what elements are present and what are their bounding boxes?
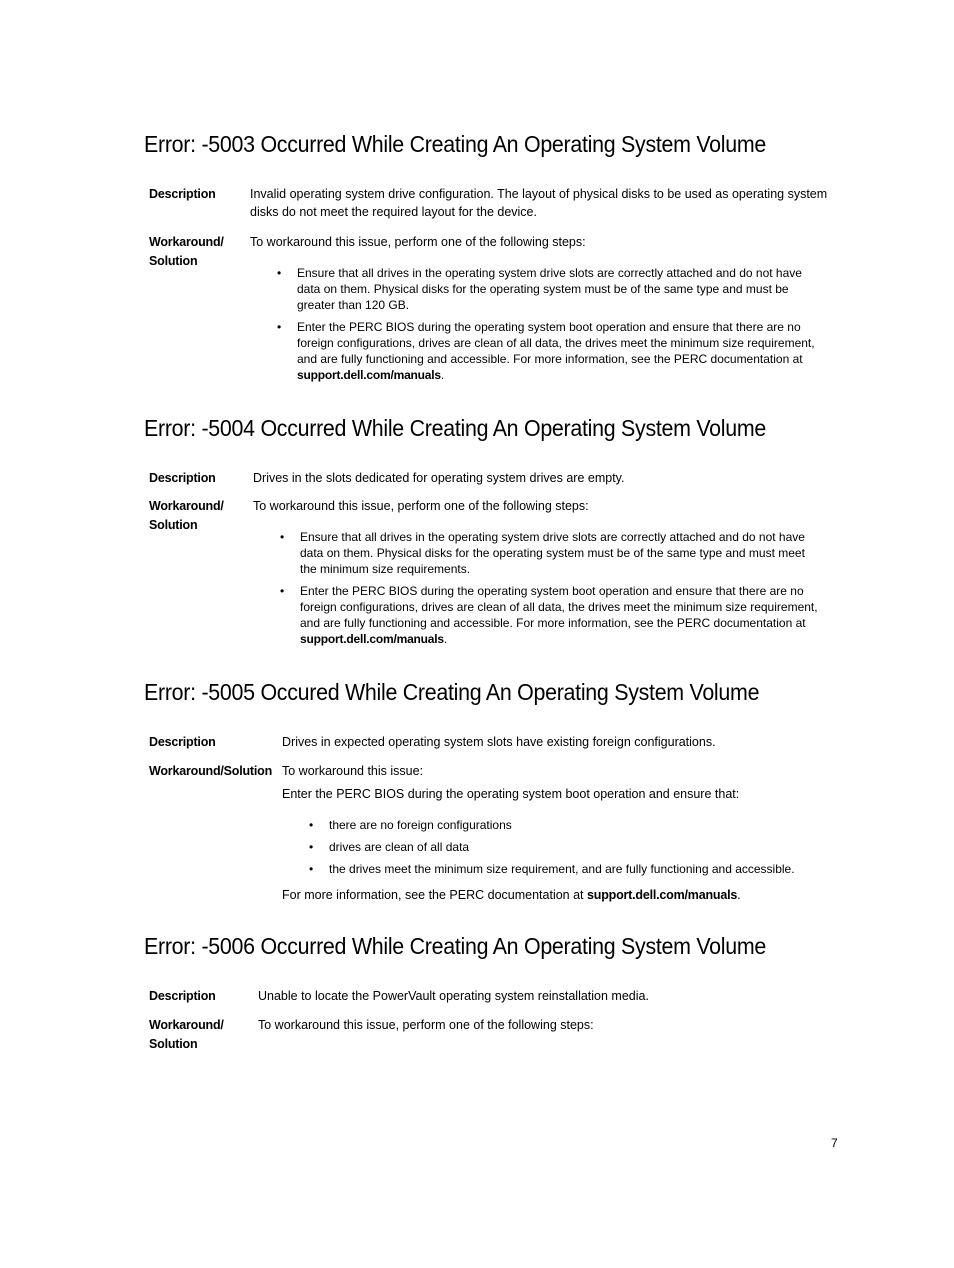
- list-item: • Ensure that all drives in the operating system drive slots are correctly attached and do not have data on them. Physical disks for the operating system must be of the same type and must be greater than 120 GB.: [275, 265, 820, 313]
- workaround-intro: To workaround this issue:: [282, 764, 424, 778]
- page-number: 7: [831, 1136, 838, 1150]
- section-title-5006: Error: -5006 Occurred While Creating An Operating System Volume: [144, 933, 767, 959]
- description-label: Description: [149, 471, 216, 485]
- support-link[interactable]: support.dell.com/manuals: [300, 632, 444, 646]
- support-link[interactable]: support.dell.com/manuals: [587, 888, 738, 902]
- description-label: Description: [149, 187, 216, 201]
- description-label: Description: [149, 989, 216, 1003]
- workaround-label: Workaround/Solution: [149, 764, 273, 778]
- workaround-intro: To workaround this issue, perform one of the following steps:: [250, 235, 586, 249]
- description-text: Drives in the slots dedicated for operating system drives are empty.: [253, 471, 625, 485]
- workaround-label: Workaround/ Solution: [149, 1018, 224, 1051]
- list-item: • there are no foreign configurations: [307, 817, 867, 833]
- list-item: • Enter the PERC BIOS during the operating system boot operation and ensure that there are no foreign configurations, drives are clean of all data, the drives meet the minimum size requirement, and are fully functioning and accessible. For more information, see the PERC documentation at support.dell.com/manuals.: [278, 583, 823, 647]
- description-text: Unable to locate the PowerVault operating system reinstallation media.: [258, 989, 649, 1003]
- workaround-intro: To workaround this issue, perform one of the following steps:: [258, 1018, 594, 1032]
- steps-list: [275, 265, 820, 383]
- list-item: • drives are clean of all data: [307, 839, 867, 855]
- workaround-label: Workaround/ Solution: [149, 499, 224, 532]
- workaround-label: Workaround/ Solution: [149, 235, 224, 268]
- support-link[interactable]: support.dell.com/manuals: [297, 368, 441, 382]
- workaround-intro: To workaround this issue, perform one of the following steps:: [253, 499, 589, 513]
- list-item: • Ensure that all drives in the operating system drive slots are correctly attached and do not have data on them. Physical disks for the operating system must be of the same type and must meet the minimum size requirements.: [278, 529, 823, 577]
- more-info-text: For more information, see the PERC documentation at support.dell.com/manuals.: [282, 888, 741, 902]
- steps-list: [278, 529, 823, 647]
- list-item: • the drives meet the minimum size requirement, and are fully functioning and accessible.: [307, 861, 867, 877]
- section-title-5005: Error: -5005 Occured While Creating An Operating System Volume: [144, 679, 760, 705]
- steps-list: [307, 817, 867, 877]
- section-title-5004: Error: -5004 Occurred While Creating An Operating System Volume: [144, 415, 767, 441]
- description-text: Invalid operating system drive configuration. The layout of physical disks to be used as operating system disks do not meet the required layout for the device.: [250, 187, 828, 219]
- description-text: Drives in expected operating system slots have existing foreign configurations.: [282, 735, 716, 749]
- list-item: • Enter the PERC BIOS during the operating system boot operation and ensure that there are no foreign configurations, drives are clean of all data, the drives meet the minimum size requirement, and are fully functioning and accessible. For more information, see the PERC documentation at support.dell.com/manuals.: [275, 319, 820, 383]
- section-title-5003: Error: -5003 Occurred While Creating An Operating System Volume: [144, 131, 767, 157]
- description-label: Description: [149, 735, 216, 749]
- workaround-intro-2: Enter the PERC BIOS during the operating system boot operation and ensure that:: [282, 787, 740, 801]
